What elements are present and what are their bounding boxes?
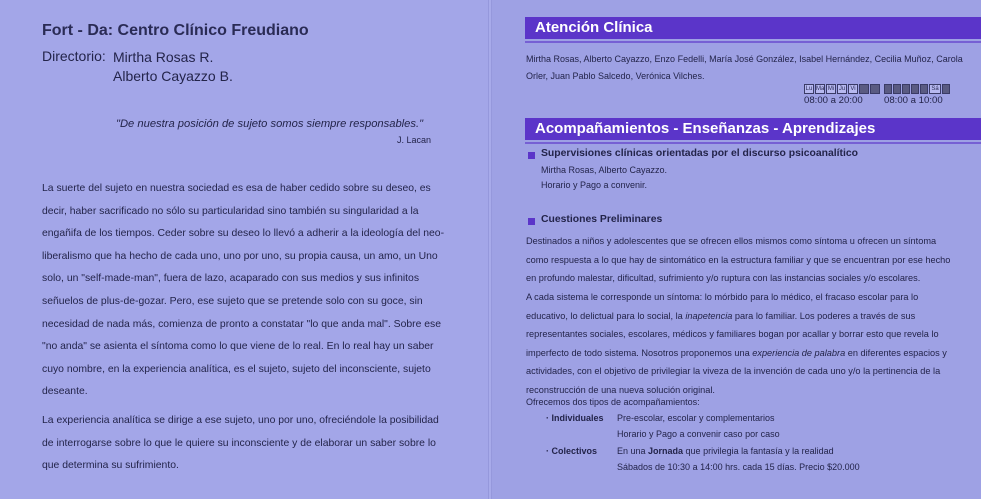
quote-author: J. Lacan <box>397 135 432 145</box>
supervisiones-title: Supervisiones clínicas orientadas por el discurso psicoanalítico <box>541 148 859 159</box>
day-vi: Vi <box>848 84 858 94</box>
colectivos-line-2: Sábados de 10:30 a 14:00 hrs. cada 15 días. Precio $20.000 <box>617 462 860 472</box>
square-bullet-icon <box>528 152 535 159</box>
day-do-off <box>870 84 880 94</box>
weekday-hours: 08:00 a 20:00 <box>804 95 863 106</box>
supervisiones-info: Horario y Pago a convenir. <box>541 180 648 190</box>
cuestiones-title: Cuestiones Preliminares <box>541 214 663 225</box>
atencion-clinica-heading: Atención Clínica <box>525 17 981 39</box>
weekday-schedule <box>804 84 880 106</box>
p2-part-a: A cada sistema le corresponde un síntoma: lo mórbido para lo médico, el fracaso escolar para lo educativo, lo delictual para lo social, la <box>526 292 919 321</box>
day-ju: Ju <box>838 86 846 92</box>
saturday-schedule <box>884 84 950 106</box>
day-off-4 <box>911 84 919 94</box>
center-title: Fort - Da: Centro Clínico Freudiano <box>42 22 309 39</box>
day-off-7 <box>942 84 950 94</box>
square-bullet-icon <box>528 218 535 225</box>
cuestiones-paragraph-2 <box>526 288 951 399</box>
colectivos-line-1-c: que privilegia la fantasía y la realidad <box>683 446 834 456</box>
page-fold <box>488 0 492 499</box>
supervisiones-names: Mirtha Rosas, Alberto Cayazzo. <box>541 165 668 175</box>
day-off-5 <box>920 84 928 94</box>
p2-em-experiencia: experiencia de palabra <box>752 347 846 358</box>
colectivos-label: · Colectivos <box>546 446 598 456</box>
day-off-3 <box>902 84 910 94</box>
day-ma: Ma <box>816 86 825 92</box>
day-lu: Lu <box>805 86 813 92</box>
colectivos-line-1 <box>617 446 834 456</box>
individuales-line-1: Pre-escolar, escolar y complementarios <box>617 413 775 423</box>
lacan-quote: "De nuestra posición de sujeto somos siempre responsables." <box>116 118 424 130</box>
director-label: Directorio: <box>42 48 106 64</box>
saturday-hours: 08:00 a 10:00 <box>884 95 943 106</box>
director-1: Mirtha Rosas R. <box>113 49 214 65</box>
ofrecemos-text: Ofrecemos dos tipos de acompañamientos: <box>526 397 700 407</box>
p2-part-c: en diferentes espacios y actividades, con el objetivo de privilegiar la viveza de la invención de cada uno y/o la pertinencia de la reconstrucción de una nueva solución original. <box>526 347 947 395</box>
day-sa-off <box>859 84 869 94</box>
intro-text <box>42 178 447 484</box>
colectivos-jornada: Jornada <box>648 446 684 456</box>
day-sa: Sá <box>929 84 941 94</box>
individuales-line-2: Horario y Pago a convenir caso por caso <box>617 429 780 439</box>
weekday-days <box>804 84 880 94</box>
individuales-label: · Individuales <box>546 413 604 423</box>
director-names <box>113 48 233 86</box>
intro-paragraph-2: La experiencia analítica se dirige a ese sujeto, uno por uno, ofreciéndole la posibilidad de interrogarse sobre lo que le quiere su inconsciente y de elaborar un saber sobre lo que determina su sufrimiento. <box>42 414 439 472</box>
p2-em-inapetencia: inapetencia <box>685 310 733 321</box>
day-off-2 <box>893 84 901 94</box>
intro-paragraph-1: La suerte del sujeto en nuestra sociedad es esa de haber cedido sobre su deseo, es decir, haber sacrificado no sólo su particularidad sino también su singularidad a la engañifa de los tiempos. Ceder sobre su deseo lo llevó a adherir a la ideología del neo-liberalismo que ha hecho de cada uno, uno por uno, su propia causa, un amo, un Uno solo, un "self-made-man", fuera de lazo, acaparado con sus medios y sus infinitos señuelos de plus-de-gozar. Pero, ese sujeto que se pretende solo con su goce, sin necesidad de nada más, comienza de pronto a constatar "lo que anda mal". Sobre ese "no anda" se asienta el síntoma como lo que viene de lo real. En lo real hay un saber cuyo nombre, en la experiencia analítica, es el sujeto, sujeto del inconsciente, sujeto deseante. <box>42 183 445 398</box>
director-2: Alberto Cayazzo B. <box>113 68 233 84</box>
day-mi: Mi <box>827 86 835 92</box>
colectivos-line-1-a: En una <box>617 446 649 456</box>
saturday-days <box>884 84 950 94</box>
acompanamientos-heading: Acompañamientos - Enseñanzas - Aprendizajes <box>525 118 981 140</box>
p2-part-b: para lo familiar. Los poderes a través de sus representantes sociales, escolares, médicos y familiares bogan por acallar y borrar esto que revela lo imperfecto de todo sistema. Nosotros proponemos una <box>526 310 939 358</box>
clinical-team: Mirtha Rosas, Alberto Cayazzo, Enzo Fedelli, María José González, Isabel Hernández, Cecilia Muñoz, Carola Orler, Juan Pablo Salcedo, Verónica Vilches. <box>526 54 963 81</box>
cuestiones-paragraph-1: Destinados a niños y adolescentes que se ofrecen ellos mismos como síntoma u ofrecen un síntoma como respuesta a lo que hay de sintomático en la estructura familiar y que se encuentran por ese hecho en profundo malestar, dificultad, sufrimiento y/o ruptura con las instancias sociales y/o escolares. <box>526 236 951 283</box>
day-off-1 <box>884 84 892 94</box>
